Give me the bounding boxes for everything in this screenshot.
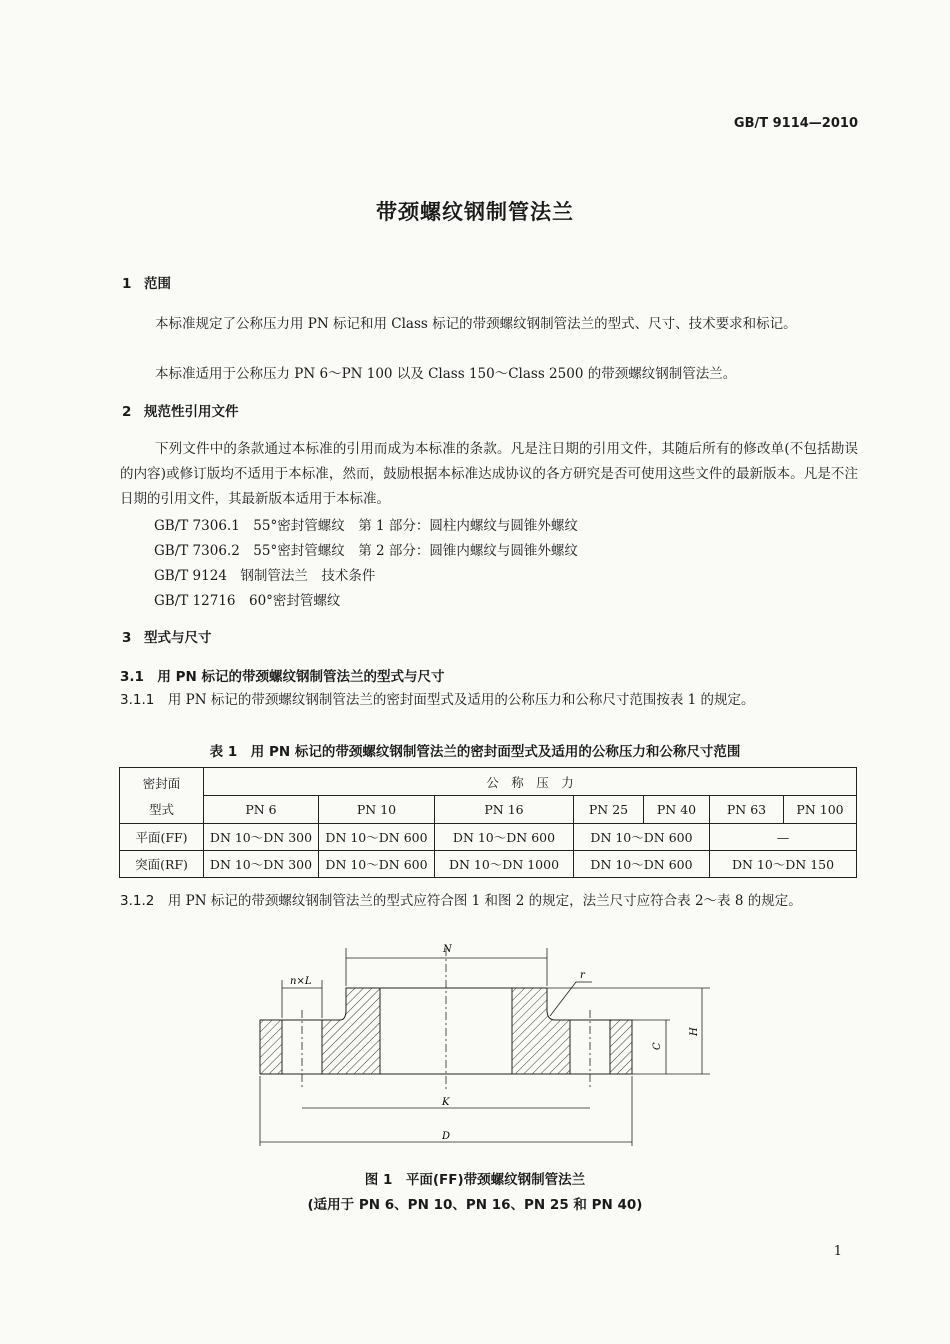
section-number: 2 bbox=[122, 404, 132, 420]
figure-1-caption-sub: (适用于 PN 6、PN 10、PN 16、PN 25 和 PN 40) bbox=[307, 1197, 643, 1213]
table-row bbox=[120, 851, 857, 878]
clause-number: 3.1.1 bbox=[120, 692, 155, 708]
section-title: 型式与尺寸 bbox=[144, 630, 212, 646]
pressure-header-cell: PN 6 bbox=[204, 796, 319, 824]
standard-code: GB/T 9114—2010 bbox=[733, 116, 858, 131]
figure-1-flange-drawing bbox=[250, 940, 720, 1152]
section-number: 3.1 bbox=[120, 669, 144, 685]
reference-item: GB/T 7306.2 55°密封管螺纹 第 2 部分：圆锥内螺纹与圆锥外螺纹 bbox=[154, 543, 578, 559]
table-row bbox=[120, 824, 857, 851]
clause-3-1-1 bbox=[120, 687, 858, 713]
table-cell: DN 10～DN 1000 bbox=[435, 851, 574, 878]
table-header-row bbox=[120, 768, 857, 796]
pressure-header-cell: PN 40 bbox=[644, 796, 710, 824]
corner-header-cell bbox=[120, 768, 204, 824]
section-1-paragraph-2: 本标准适用于公称压力 PN 6～PN 100 以及 Class 150～Class 2500 的带颈螺纹钢制管法兰。 bbox=[155, 366, 737, 382]
section-number: 1 bbox=[122, 276, 132, 292]
table-cell: DN 10～DN 600 bbox=[319, 851, 435, 878]
corner-label-line: 密封面 bbox=[142, 775, 181, 791]
pressure-header-cell: PN 63 bbox=[710, 796, 784, 824]
pressure-header-cell: PN 25 bbox=[574, 796, 644, 824]
label-H: H bbox=[689, 1027, 700, 1036]
clause-number: 3.1.2 bbox=[120, 893, 155, 909]
section-2-paragraph: 下列文件中的条款通过本标准的引用而成为本标准的条款。凡是注日期的引用文件，其随后所有的修改单(不包括勘误的内容)或修订版均不适用于本标准，然而，鼓励根据本标准达成协议的各方研究是否可使用这些文件的最新版本。凡是不注日期的引用文件，其最新版本适用于本标准。 bbox=[120, 441, 858, 507]
section-title: 规范性引用文件 bbox=[144, 404, 239, 420]
clause-3-1-2 bbox=[120, 888, 858, 914]
face-type-cell: 平面(FF) bbox=[120, 824, 204, 851]
table-cell: DN 10～DN 600 bbox=[319, 824, 435, 851]
reference-item: GB/T 7306.1 55°密封管螺纹 第 1 部分：圆柱内螺纹与圆锥外螺纹 bbox=[154, 518, 578, 534]
label-nxL: n×L bbox=[290, 976, 312, 987]
pressure-header-cell: PN 10 bbox=[319, 796, 435, 824]
section-1-heading bbox=[122, 272, 171, 292]
table-1 bbox=[119, 767, 857, 878]
table-cell: DN 10～DN 300 bbox=[204, 851, 319, 878]
section-number: 3 bbox=[122, 630, 132, 646]
section-1-paragraph-1: 本标准规定了公称压力用 PN 标记和用 Class 标记的带颈螺纹钢制管法兰的型式、尺寸、技术要求和标记。 bbox=[155, 316, 797, 332]
table-cell: DN 10～DN 600 bbox=[574, 851, 710, 878]
table-cell: — bbox=[710, 824, 857, 851]
label-C: C bbox=[652, 1042, 663, 1050]
table-cell: DN 10～DN 600 bbox=[435, 824, 574, 851]
clause-text: 用 PN 标记的带颈螺纹钢制管法兰的型式应符合图 1 和图 2 的规定，法兰尺寸应符合表 2～表 8 的规定。 bbox=[167, 893, 802, 909]
flange-section-left bbox=[260, 988, 380, 1074]
clause-text: 用 PN 标记的带颈螺纹钢制管法兰的密封面型式及适用的公称压力和公称尺寸范围按表 1 的规定。 bbox=[167, 692, 755, 708]
table-header-row bbox=[120, 796, 857, 824]
flange-section-right bbox=[512, 988, 632, 1074]
page-number: 1 bbox=[833, 1244, 842, 1259]
section-2-heading bbox=[122, 400, 239, 420]
face-type-cell: 突面(RF) bbox=[120, 851, 204, 878]
section-3-1-heading bbox=[120, 665, 445, 685]
reference-item: GB/T 12716 60°密封管螺纹 bbox=[154, 593, 341, 609]
figure-1-caption: 图 1 平面(FF)带颈螺纹钢制管法兰 bbox=[364, 1172, 586, 1188]
label-r: r bbox=[580, 970, 585, 981]
table-cell: DN 10～DN 300 bbox=[204, 824, 319, 851]
section-3-heading bbox=[122, 626, 212, 646]
label-N: N bbox=[443, 944, 452, 955]
table-1-caption: 表 1 用 PN 标记的带颈螺纹钢制管法兰的密封面型式及适用的公称压力和公称尺寸范围 bbox=[209, 744, 741, 760]
pressure-header-cell: PN 16 bbox=[435, 796, 574, 824]
document-title: 带颈螺纹钢制管法兰 bbox=[376, 200, 574, 224]
pressure-header-cell: PN 100 bbox=[784, 796, 857, 824]
reference-item: GB/T 9124 钢制管法兰 技术条件 bbox=[154, 568, 376, 584]
table-cell: DN 10～DN 150 bbox=[710, 851, 857, 878]
section-title: 用 PN 标记的带颈螺纹钢制管法兰的型式与尺寸 bbox=[157, 669, 445, 685]
label-K: K bbox=[442, 1097, 450, 1108]
section-title: 范围 bbox=[144, 276, 171, 292]
label-D: D bbox=[442, 1131, 451, 1142]
corner-label-line: 型式 bbox=[148, 801, 174, 817]
group-header-cell: 公 称 压 力 bbox=[204, 768, 857, 796]
table-cell: DN 10～DN 600 bbox=[574, 824, 710, 851]
